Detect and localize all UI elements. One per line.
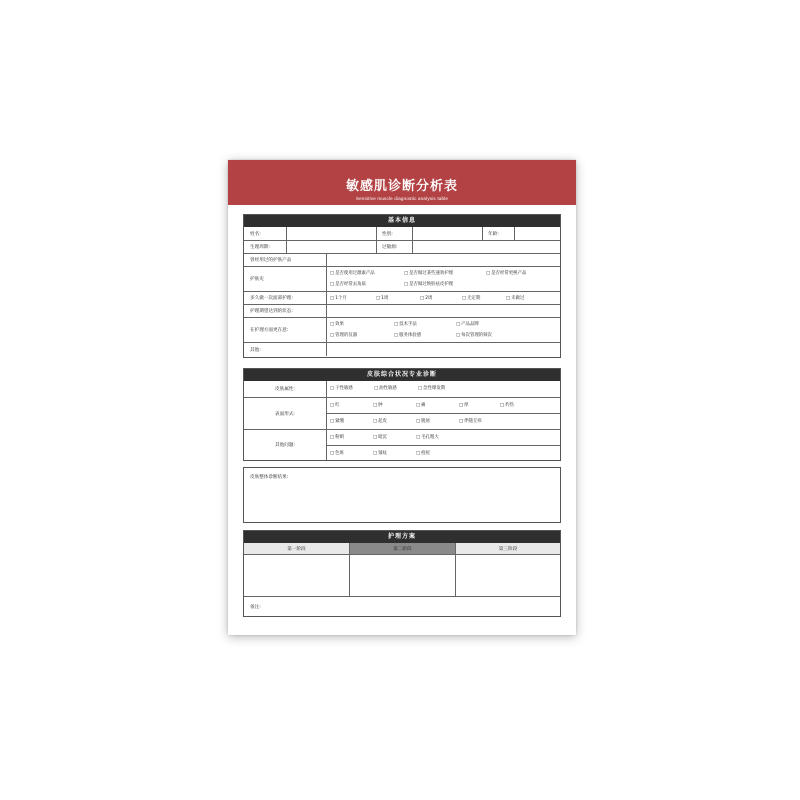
expected-label: 护理期望达到的状态: [250, 309, 293, 314]
skin-diagnosis-heading: 皮肤综合状况专业诊断 [244, 369, 560, 381]
other-option-spots[interactable]: □ 色斑 [330, 450, 344, 456]
surface-option-tight[interactable]: □ 紧绷 [330, 418, 344, 424]
surface-label: 表面形式: [275, 411, 295, 417]
attribute-option-3[interactable]: □ 急性爆发期 [418, 385, 445, 391]
history-option-4[interactable]: □ 是否经常去角质 [330, 281, 366, 287]
phase-1-header: 第一阶段 [244, 543, 349, 554]
surface-option-itch[interactable]: □ 痒 [459, 402, 469, 408]
surface-option-red[interactable]: □ 红 [330, 402, 340, 408]
basic-info-heading: 基本信息 [244, 215, 560, 227]
basic-row-name [244, 227, 560, 240]
name-field[interactable] [286, 227, 376, 240]
care-plan-heading: 护理方案 [244, 531, 560, 543]
used-products-field[interactable] [326, 254, 560, 266]
notes-row[interactable] [244, 596, 560, 616]
care-option-3[interactable]: □ 产品品牌 [456, 321, 479, 327]
basic-row-history [244, 266, 560, 291]
surface-option-burning[interactable]: □ 灼热 [500, 402, 514, 408]
gender-field[interactable] [412, 227, 482, 240]
phase-2-header: 第二阶段 [350, 543, 455, 554]
surface-option-flaking[interactable]: □ 脱屑 [416, 418, 430, 424]
surface-option-pain[interactable]: □ 痛 [416, 402, 426, 408]
name-label: 姓名: [250, 231, 261, 237]
phase-1-content[interactable] [244, 555, 349, 596]
basic-row-frequency [244, 291, 560, 304]
allergen-field[interactable] [412, 241, 560, 253]
phase-3-header: 第三阶段 [456, 543, 560, 554]
cycle-label: 生理周期: [250, 245, 270, 250]
basic-row-used-products [244, 253, 560, 266]
frequency-option-4[interactable]: □ 无定期 [462, 295, 480, 301]
frequency-label: 多久做一次面部护理: [250, 296, 293, 301]
surface-option-swelling[interactable]: □ 肿 [373, 402, 383, 408]
skin-row-surface [244, 397, 560, 429]
phase-2-content[interactable] [350, 555, 455, 596]
basic-row-expected [244, 304, 560, 317]
care-option-1[interactable]: □ 效果 [330, 321, 344, 327]
history-option-1[interactable]: □ 是否使用过激素产品 [330, 270, 375, 276]
cycle-field[interactable] [286, 241, 376, 253]
basic-other-field[interactable] [326, 343, 560, 356]
phase-3-content[interactable] [456, 555, 560, 596]
other-option-acne[interactable]: □ 痘痘 [416, 450, 430, 456]
surface-option-peeling[interactable]: □ 起皮 [373, 418, 387, 424]
form-header [228, 160, 576, 205]
skin-row-other [244, 429, 560, 460]
expected-field[interactable] [326, 305, 560, 317]
basic-row-other [244, 342, 560, 356]
history-label: 护肤史 [250, 277, 264, 282]
notes-label: 备注: [250, 604, 261, 610]
basic-info-section [243, 214, 561, 358]
used-products-label: 曾经用过的护肤产品 [250, 258, 292, 263]
frequency-option-5[interactable]: □ 未做过 [506, 295, 524, 301]
other-option-pores[interactable]: □ 毛孔粗大 [416, 434, 439, 440]
form-subtitle: Sensitive muscle diagnostic analysis table [355, 196, 449, 201]
care-plan-section [243, 530, 561, 617]
basic-row-care [244, 317, 560, 342]
frequency-option-3[interactable]: □ 2周 [420, 295, 432, 301]
care-label: 在护理方面更在意: [250, 328, 289, 333]
care-option-2[interactable]: □ 技术手法 [394, 321, 417, 327]
attribute-option-2[interactable]: □ 油性敏感 [374, 385, 397, 391]
phase-header-row [244, 543, 560, 554]
surface-option-papules[interactable]: □ 伴随丘疹 [459, 418, 482, 424]
skin-row-attribute [244, 381, 560, 397]
age-field[interactable] [514, 227, 560, 240]
frequency-option-2[interactable]: □ 1周 [376, 295, 388, 301]
history-option-5[interactable]: □ 是否做过焕肤祛皮护理 [404, 281, 453, 287]
care-option-5[interactable]: □ 服务体验感 [394, 332, 421, 338]
skin-diagnosis-section [243, 368, 561, 461]
diagnosis-result-box[interactable] [243, 467, 561, 523]
allergen-label: 过敏源: [382, 245, 398, 250]
other-option-wrinkles[interactable]: □ 皱纹 [373, 450, 387, 456]
age-label: 年龄: [488, 231, 499, 237]
skin-other-label: 其他问题: [275, 443, 295, 448]
diagnostic-form-sheet [228, 160, 576, 635]
care-option-4[interactable]: □ 管理的仪器 [330, 332, 357, 338]
phase-content-row [244, 554, 560, 596]
attribute-option-1[interactable]: □ 干性敏感 [330, 385, 353, 391]
frequency-option-1[interactable]: □ 1个月 [330, 295, 347, 301]
attribute-label: 皮肤属性: [275, 387, 295, 392]
basic-other-label: 其他: [250, 347, 261, 353]
basic-row-cycle [244, 240, 560, 253]
form-title: 敏感肌诊断分析表 [345, 179, 458, 194]
care-option-6[interactable]: □ 每次管理的频次 [456, 332, 492, 338]
other-option-dullness[interactable]: □ 暗沉 [373, 434, 387, 440]
diagnosis-result-label: 皮肤整体诊断结果: [250, 475, 289, 480]
history-option-3[interactable]: □ 是否经常更换产品 [486, 270, 526, 276]
history-option-2[interactable]: □ 是否做过某些速效护理 [404, 270, 453, 276]
other-option-comedones[interactable]: □ 粉刺 [330, 434, 344, 440]
gender-label: 性别: [382, 231, 393, 237]
